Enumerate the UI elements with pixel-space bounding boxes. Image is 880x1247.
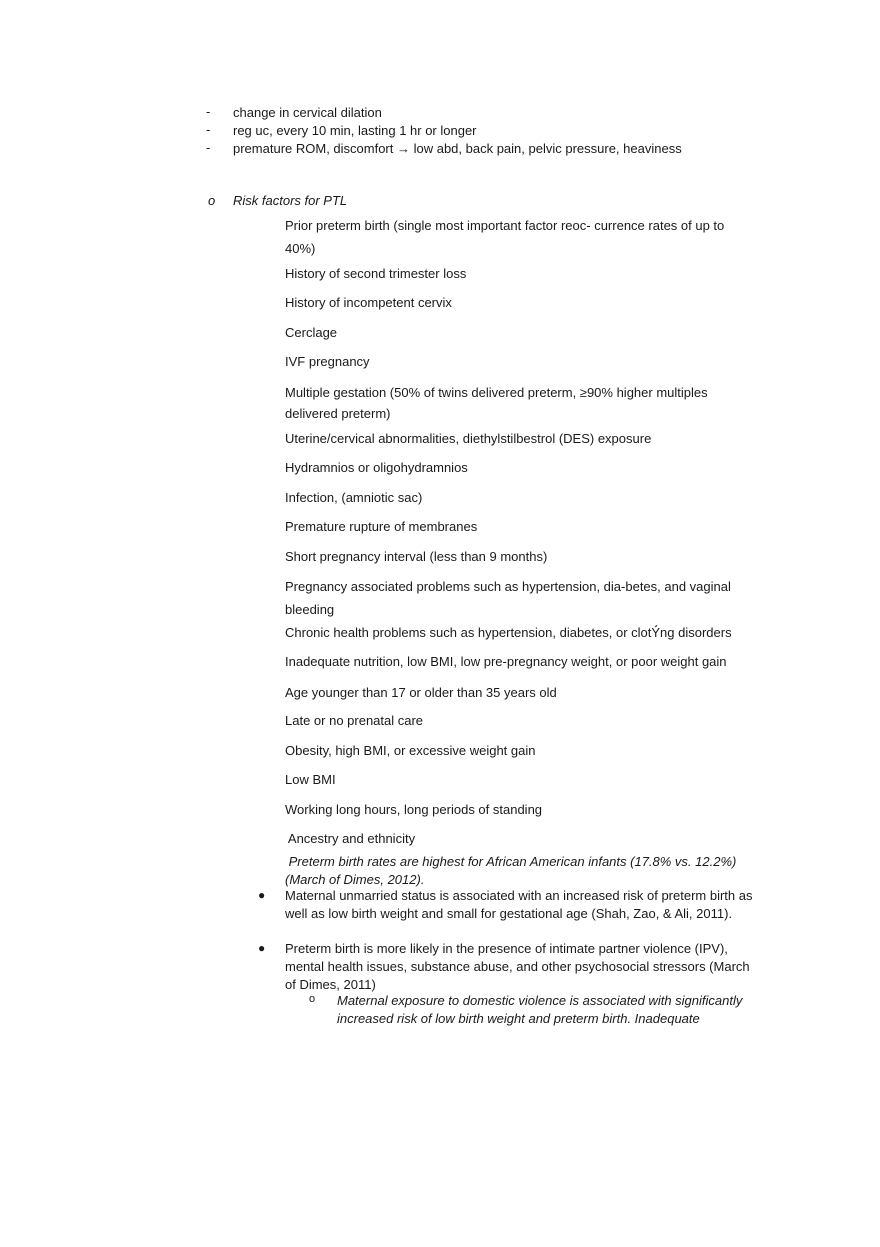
ethnicity-note: Preterm birth rates are highest for African American infants (17.8% vs. 12.2%) (March of Dimes, 2012).	[285, 854, 740, 887]
dash-marker: -	[206, 140, 211, 155]
risk-item: Uterine/cervical abnormalities, diethylstilbestrol (DES) exposure	[285, 431, 652, 446]
bullet-marker: ●	[258, 888, 266, 902]
risk-item: History of second trimester loss	[285, 266, 467, 281]
risk-heading: Risk factors for PTL	[233, 193, 348, 208]
risk-item: Short pregnancy interval (less than 9 months)	[285, 549, 548, 564]
sub-bullet-marker: o	[309, 993, 316, 1005]
dash-marker: -	[206, 104, 211, 119]
dash-item-1: change in cervical dilation	[233, 105, 382, 120]
bullet-marker: ●	[258, 941, 266, 955]
dash-item-3: premature ROM, discomfort → low abd, back pain, pelvic pressure, heaviness	[233, 141, 682, 156]
bullet-item-ipv: Preterm birth is more likely in the presence of intimate partner violence (IPV), mental health issues, substance abuse, and other psychosocial stressors (March of Dimes, 2011)	[285, 941, 750, 992]
risk-item: Working long hours, long periods of standing	[285, 802, 543, 817]
risk-item-ancestry: Ancestry and ethnicity	[285, 831, 416, 846]
bullet-item-unmarried: Maternal unmarried status is associated with an increased risk of preterm birth as well as low birth weight and small for gestational age (Shah, Zao, & Ali, 2011).	[285, 888, 753, 921]
risk-item-multiple-gestation: Multiple gestation (50% of twins delivered preterm, ≥90% higher multiples delivered preterm)	[285, 385, 708, 421]
risk-item: Chronic health problems such as hypertension, diabetes, or clotÝ́ng disorders	[285, 625, 732, 640]
risk-item: Infection, (amniotic sac)	[285, 490, 423, 505]
risk-item: Late or no prenatal care	[285, 713, 424, 728]
risk-item-pregnancy-problems: Pregnancy associated problems such as hypertension, dia-betes, and vaginal bleeding	[285, 579, 731, 617]
risk-item: Cerclage	[285, 325, 338, 340]
risk-item: Low BMI	[285, 772, 336, 787]
risk-item: Inadequate nutrition, low BMI, low pre-pregnancy weight, or poor weight gain	[285, 654, 727, 669]
sub-bullet-domestic-violence: Maternal exposure to domestic violence is associated with significantly increased risk of low birth weight and preterm birth. Inadequate	[337, 993, 743, 1026]
risk-heading-marker: o	[208, 193, 216, 208]
risk-item: Obesity, high BMI, or excessive weight gain	[285, 743, 536, 758]
dash-marker: -	[206, 122, 211, 137]
risk-item: History of incompetent cervix	[285, 295, 452, 310]
risk-item: Age younger than 17 or older than 35 years old	[285, 685, 557, 700]
dash-item-2: reg uc, every 10 min, lasting 1 hr or longer	[233, 123, 477, 138]
risk-item-prior-preterm: Prior preterm birth (single most important factor reoc- currence rates of up to 40%)	[285, 218, 725, 256]
risk-item: Hydramnios or oligohydramnios	[285, 460, 468, 475]
risk-item: IVF pregnancy	[285, 354, 370, 369]
risk-item: Premature rupture of membranes	[285, 519, 478, 534]
